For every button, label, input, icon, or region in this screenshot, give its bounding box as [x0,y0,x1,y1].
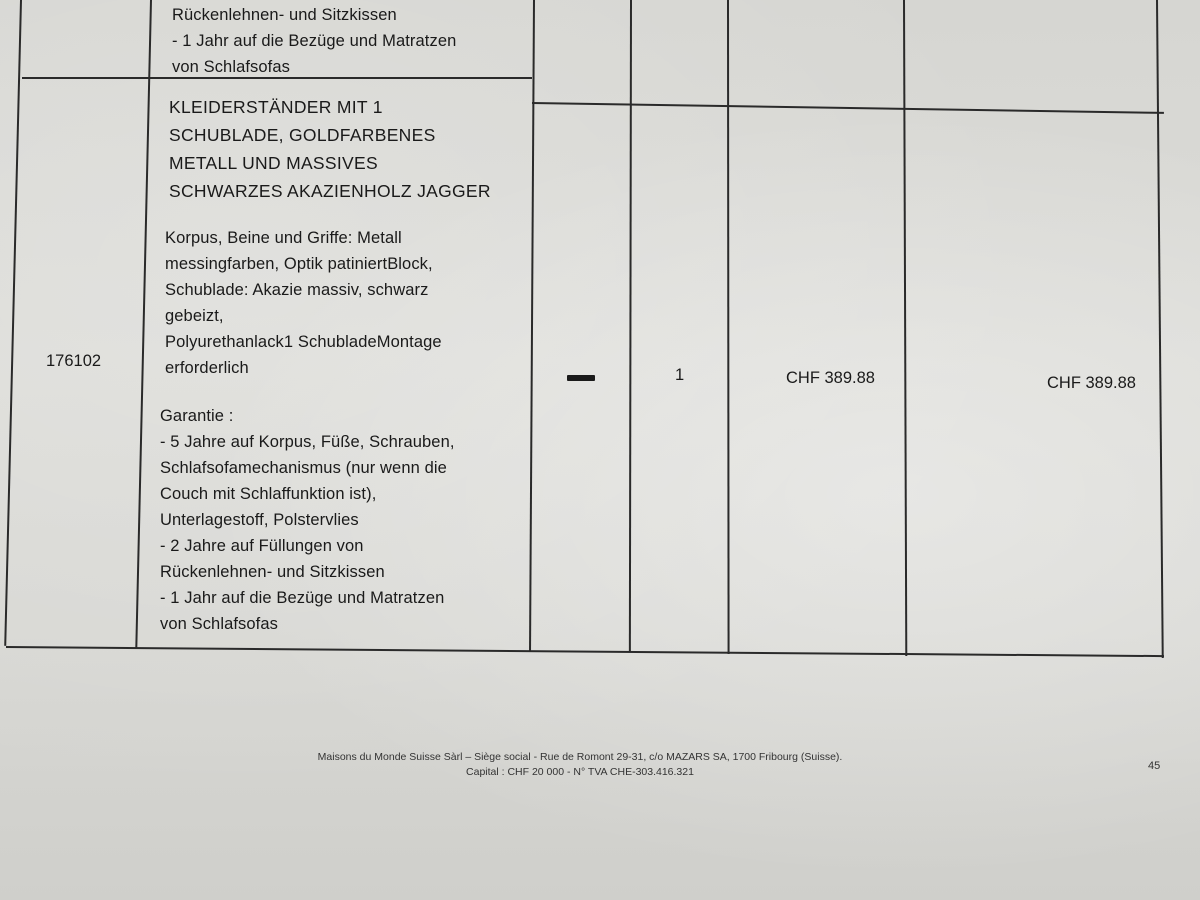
item-guarantee: Garantie : - 5 Jahre auf Korpus, Füße, Schrauben, Schlafsofamechanismus (nur wenn die Couch mit Schlaffunktion ist), Unterlagestoff, Polstervlies - 2 Jahre auf Füllungen von Rückenlehnen- und Sitzkissen - 1 Jahr auf die Bezüge und Matratzen von Schlafsofas [160,407,455,633]
unit-price: CHF 389.88 [786,369,875,387]
table-left-border [4,0,22,646]
item-title: KLEIDERSTÄNDER MIT 1 SCHUBLADE, GOLDFARBENES METALL UND MASSIVES SCHWARZES AKAZIENHOLZ JAGGER [169,97,491,201]
column-divider-2 [529,0,535,652]
page-number: 45 [1148,760,1161,772]
row-divider-top-right [532,102,1164,114]
discount-dash [567,375,595,381]
footer-line-1: Maisons du Monde Suisse Sàrl – Siège social - Rue de Romont 29-31, c/o MAZARS SA, 1700 Fribourg (Suisse). [317,751,843,763]
item-quantity: 1 [675,366,685,384]
footer-line-2: Capital : CHF 20 000 - N° TVA CHE-303.416.321 [466,766,694,778]
item-description: Korpus, Beine und Griffe: Metall messingfarben, Optik patiniertBlock, Schublade: Akazie massiv, schwarz gebeizt, Polyurethanlack1 SchubladeMontage erforderlich [165,229,442,377]
previous-item-guarantee-tail: Rückenlehnen- und Sitzkissen - 1 Jahr auf die Bezüge und Matratzen von Schlafsofas [172,6,457,76]
column-divider-3 [629,0,632,652]
total-price: CHF 389.88 [1047,374,1136,392]
column-divider-5 [903,0,907,656]
table-right-border [1156,0,1164,658]
company-footer [200,750,960,780]
article-number: 176102 [46,352,102,370]
table-bottom-border [6,646,1164,657]
column-divider-4 [727,0,730,654]
column-divider-1 [135,0,152,648]
